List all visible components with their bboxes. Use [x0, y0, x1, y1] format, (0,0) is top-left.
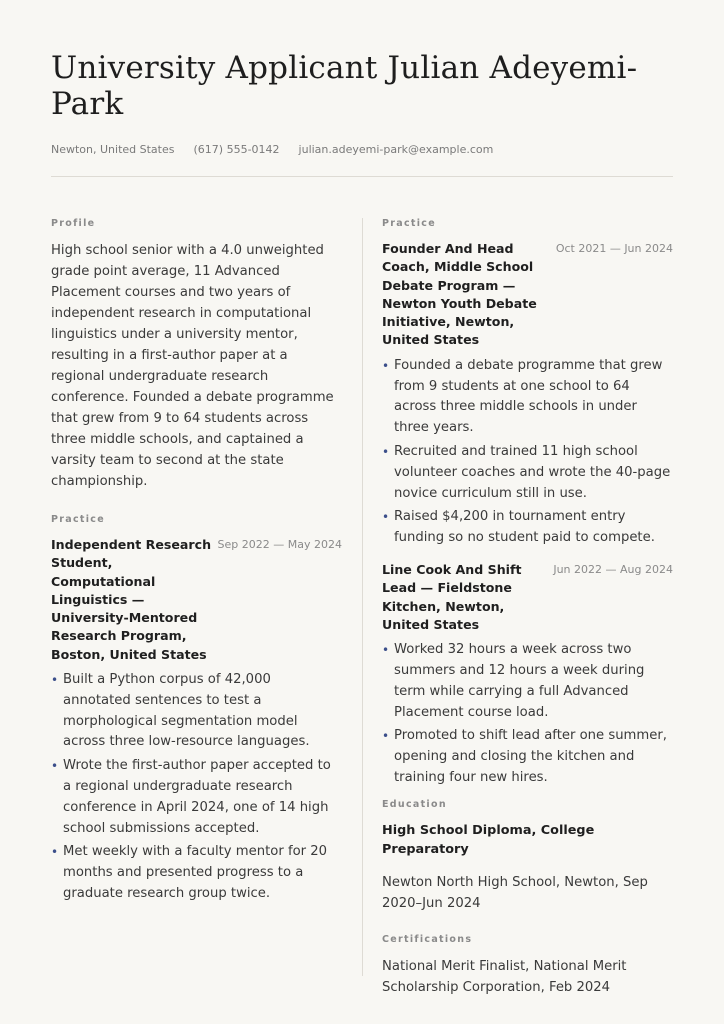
bullet-item [382, 507, 673, 549]
bullet-icon: • [51, 759, 59, 774]
job-bullets [382, 640, 673, 789]
job-entry [51, 536, 342, 905]
job-bullets [51, 670, 342, 905]
left-column [51, 218, 342, 908]
bullet-icon: • [382, 444, 390, 459]
certifications-heading: Certifications [382, 933, 473, 945]
bullet-text: Worked 32 hours a week across two summers and 12 hours a week during term while carrying a full Advanced Placement course load. [394, 642, 645, 720]
right-column [382, 218, 673, 998]
profile-heading: Profile [51, 218, 96, 229]
contact-email: julian.adeyemi-park@example.com [298, 143, 494, 156]
bullet-item [51, 842, 342, 904]
practice-heading-right: Practice [382, 218, 436, 229]
job-date: Jun 2022 — Aug 2024 [553, 562, 673, 576]
bullet-text: Wrote the first-author paper accepted to a regional undergraduate research conference in April 2024, one of 14 high school submissions accepted. [63, 758, 331, 836]
bullet-icon: • [382, 510, 390, 525]
bullet-text: Recruited and trained 11 high school volunteer coaches and wrote the 40-page novice curriculum still in use. [394, 443, 671, 501]
bullet-item [382, 726, 673, 788]
bullet-text: Raised $4,200 in tournament entry funding so no student paid to compete. [394, 509, 655, 546]
profile-text: High school senior with a 4.0 unweighted grade point average, 11 Advanced Placement courses and two years of independent research in computational linguistics under a university mentor, resulting in a first-author paper at a regional undergraduate research conference. Founded a debate programme that grew from 9 to 64 students across three middle schools, and captained a varsity team to second at the state championship. [51, 243, 334, 489]
job-bullets [382, 356, 673, 549]
contact-location: Newton, United States [51, 143, 175, 156]
job-date: Oct 2021 — Jun 2024 [555, 242, 673, 255]
job-date: Sep 2022 — May 2024 [217, 538, 342, 551]
education-degree: High School Diploma, College Preparatory [382, 822, 595, 857]
bullet-item [382, 356, 673, 439]
column-divider [362, 218, 363, 976]
job-header [382, 240, 673, 350]
job-header [382, 561, 673, 634]
contact-line [51, 143, 673, 156]
job-header [51, 536, 342, 664]
job-title: Independent Research Student, Computational Linguistics — University-Mentored Research Program, Boston, United States [51, 537, 212, 662]
practice-heading-left: Practice [51, 514, 105, 525]
bullet-icon: • [51, 673, 59, 688]
bullet-text: Met weekly with a faculty mentor for 20 months and presented progress to a graduate research group twice. [63, 844, 328, 902]
applicant-name: University Applicant Julian Adeyemi-Park [51, 50, 638, 122]
bullet-text: Founded a debate programme that grew from 9 students at one school to 64 across three middle schools in under three years. [394, 357, 663, 436]
bullet-item [51, 756, 342, 839]
contact-phone: (617) 555-0142 [193, 143, 280, 156]
bullet-icon: • [51, 845, 59, 860]
bullet-icon: • [382, 358, 390, 373]
bullet-item [51, 670, 342, 753]
header-divider [51, 176, 673, 177]
certification-text: National Merit Finalist, National Merit Scholarship Corporation, Feb 2024 [382, 958, 627, 995]
education-detail: Newton North High School, Newton, Sep 2020–Jun 2024 [382, 874, 648, 911]
education-heading: Education [382, 798, 447, 810]
job-entry [382, 561, 673, 789]
job-title: Founder And Head Coach, Middle School Debate Program — Newton Youth Debate Initiative, Newton, United States [382, 241, 537, 348]
bullet-icon: • [382, 643, 390, 658]
bullet-text: Promoted to shift lead after one summer, opening and closing the kitchen and training four new hires. [394, 728, 667, 785]
bullet-item [382, 640, 673, 723]
job-entry [382, 240, 673, 549]
bullet-text: Built a Python corpus of 42,000 annotated sentences to test a morphological segmentation model across three low-resource languages. [63, 672, 310, 750]
resume-page [51, 50, 673, 995]
bullet-icon: • [382, 729, 390, 744]
job-title: Line Cook And Shift Lead — Fieldstone Kitchen, Newton, United States [382, 561, 522, 632]
bullet-item [382, 442, 673, 504]
